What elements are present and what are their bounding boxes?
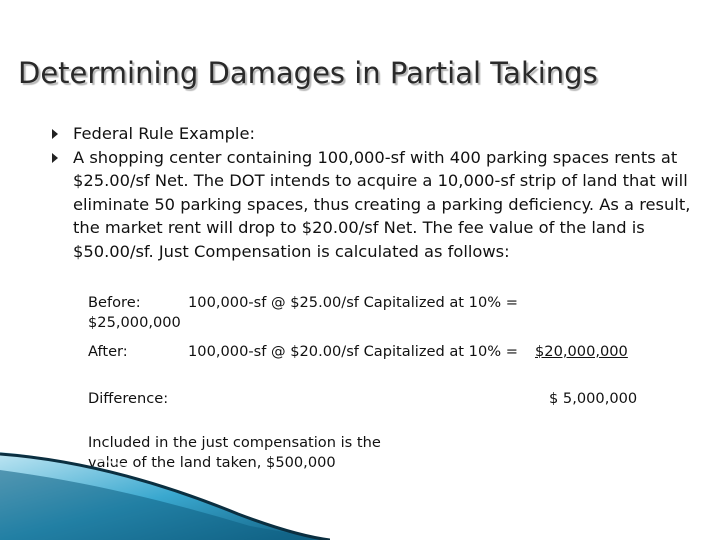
bullet-text: Federal Rule Example:: [73, 124, 255, 143]
right-triangle-icon: [52, 129, 58, 139]
difference-label: Difference:: [88, 390, 169, 407]
after-formula: 100,000-sf @ $20.00/sf Capitalized at 10% =: [188, 343, 518, 360]
before-value: $25,000,000: [88, 314, 181, 331]
right-triangle-icon: [52, 153, 58, 163]
slide-title: Determining Damages in Partial Takings: [18, 56, 598, 90]
before-label: Before:: [88, 294, 141, 311]
difference-value: $ 5,000,000: [549, 390, 638, 407]
after-label: After:: [88, 343, 128, 360]
bullet-item: [52, 122, 692, 146]
note-line-2: value of the land taken, $500,000: [88, 454, 336, 471]
note-line-1: Included in the just compensation is the: [88, 434, 381, 451]
decorative-wave-shape: [0, 440, 330, 540]
before-formula: 100,000-sf @ $25.00/sf Capitalized at 10% =: [188, 294, 518, 311]
bullet-text: A shopping center containing 100,000-sf with 400 parking spaces rents at $25.00/sf Net. The DOT intends to acquire a 10,000-sf strip of land that will eliminate 50 parking spaces, thus creating a parking deficiency. As a result, the market rent will drop to $20.00/sf Net. The fee value of the land is $50.00/sf. Just Compensation is calculated as follows:: [73, 147, 691, 261]
after-value: $20,000,000: [535, 343, 628, 360]
bullet-item: [52, 146, 692, 264]
bullet-list: [52, 122, 692, 264]
